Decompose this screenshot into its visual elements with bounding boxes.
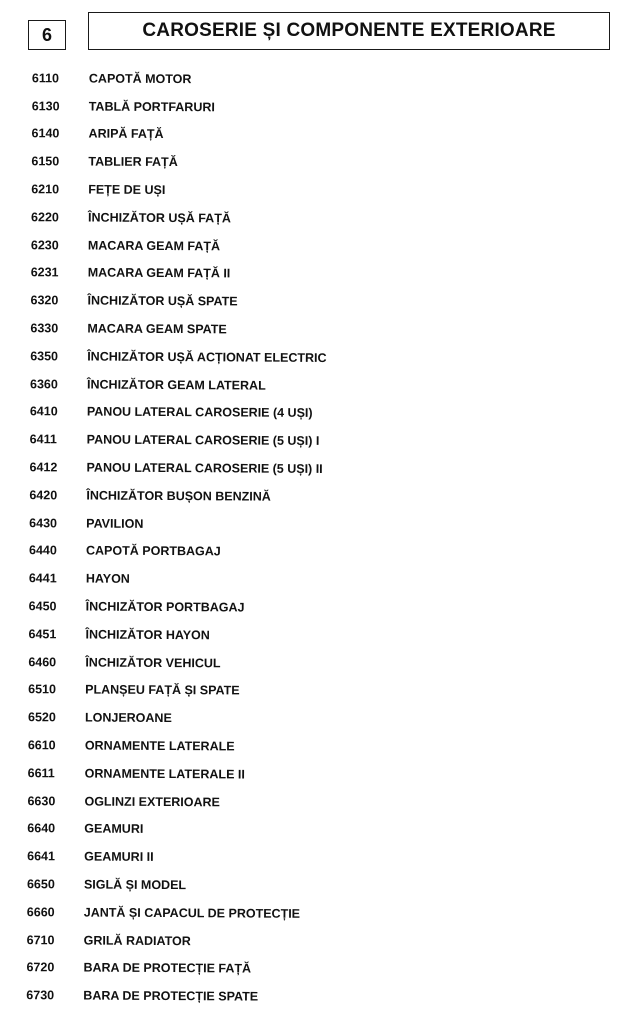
page-title: CAROSERIE ȘI COMPONENTE EXTERIOARE <box>88 12 610 50</box>
list-item[interactable] <box>0 537 622 569</box>
list-item[interactable] <box>0 120 625 152</box>
item-label: ÎNCHIZĂTOR PORTBAGAJ <box>85 599 245 615</box>
item-label: LONJEROANE <box>84 710 172 726</box>
item-code: 6150 <box>31 154 60 169</box>
item-code: 6412 <box>29 460 58 475</box>
item-label: BARA DE PROTECȚIE SPATE <box>83 988 259 1004</box>
item-label: MACARA GEAM SPATE <box>87 321 227 337</box>
item-code: 6230 <box>30 237 59 253</box>
item-label: MACARA GEAM FAȚĂ <box>87 238 221 254</box>
item-code: 6330 <box>30 321 59 336</box>
item-code: 6450 <box>28 599 57 614</box>
list-item[interactable] <box>0 898 620 930</box>
list-item[interactable] <box>0 64 625 96</box>
list-item[interactable] <box>0 481 622 513</box>
item-label: BARA DE PROTECȚIE FAȚĂ <box>83 960 252 976</box>
item-code: 6710 <box>26 932 55 947</box>
item-code: 6510 <box>28 682 57 697</box>
item-code: 6320 <box>30 293 59 308</box>
item-label: ARIPĂ FAȚĂ <box>88 127 164 142</box>
item-code: 6130 <box>31 98 60 114</box>
item-label: SIGLĂ ȘI MODEL <box>83 877 187 893</box>
page-header <box>24 12 610 50</box>
list-item[interactable] <box>0 147 624 179</box>
item-code: 6110 <box>31 71 60 86</box>
item-code: 6210 <box>31 182 60 197</box>
list-item[interactable] <box>0 398 623 430</box>
item-code: 6641 <box>27 849 56 864</box>
item-code: 6720 <box>26 960 55 975</box>
item-label: MACARA GEAM FAȚĂ II <box>87 266 231 281</box>
item-code: 6730 <box>26 988 55 1003</box>
item-label: PANOU LATERAL CAROSERIE (5 UȘI) II <box>86 460 323 477</box>
component-list <box>0 64 625 1013</box>
item-code: 6360 <box>30 376 58 392</box>
list-item[interactable] <box>0 425 623 457</box>
item-label: ÎNCHIZĂTOR BUȘON BENZINĂ <box>86 488 271 504</box>
list-item[interactable] <box>0 787 621 819</box>
item-label: GRILĂ RADIATOR <box>83 933 191 948</box>
list-item[interactable] <box>0 453 623 485</box>
item-code: 6420 <box>29 488 58 503</box>
list-item[interactable] <box>0 815 620 847</box>
list-item[interactable] <box>0 370 623 402</box>
item-label: CAPOTĂ MOTOR <box>88 71 192 87</box>
item-label: GEAMURI II <box>84 849 154 865</box>
item-code: 6430 <box>29 515 58 530</box>
item-label: HAYON <box>85 571 130 587</box>
item-code: 6610 <box>27 738 56 753</box>
list-item[interactable] <box>0 564 622 596</box>
list-item[interactable] <box>0 259 624 291</box>
item-code: 6220 <box>31 210 59 225</box>
item-code: 6630 <box>27 793 56 808</box>
item-label: PANOU LATERAL CAROSERIE (5 UȘI) I <box>86 432 320 449</box>
chapter-number: 6 <box>28 20 66 50</box>
item-label: PLANȘEU FAȚĂ ȘI SPATE <box>85 682 240 698</box>
list-item[interactable] <box>0 592 622 624</box>
item-label: ORNAMENTE LATERALE <box>84 738 235 754</box>
item-code: 6440 <box>28 543 57 558</box>
item-label: GEAMURI <box>84 821 144 837</box>
item-label: PAVILION <box>86 516 144 531</box>
list-item[interactable] <box>0 203 624 235</box>
item-label: ORNAMENTE LATERALE II <box>84 766 245 782</box>
item-code: 6231 <box>30 265 59 280</box>
item-label: TABLĂ PORTFARURI <box>88 99 215 115</box>
item-label: TABLIER FAȚĂ <box>88 154 178 170</box>
list-item[interactable] <box>0 676 621 708</box>
item-label: ÎNCHIZĂTOR HAYON <box>85 627 210 643</box>
item-code: 6411 <box>29 432 57 447</box>
item-label: ÎNCHIZĂTOR VEHICUL <box>85 655 221 670</box>
list-item[interactable] <box>0 870 620 902</box>
list-item[interactable] <box>0 981 619 1013</box>
item-code: 6611 <box>27 765 55 781</box>
item-code: 6451 <box>28 627 57 642</box>
item-label: OGLINZI EXTERIOARE <box>84 794 220 809</box>
item-label: PANOU LATERAL CAROSERIE (4 UȘI) <box>86 404 313 421</box>
item-code: 6441 <box>28 571 57 586</box>
item-code: 6140 <box>31 126 60 141</box>
list-item[interactable] <box>0 509 622 541</box>
item-label: JANTĂ ȘI CAPACUL DE PROTECȚIE <box>83 905 301 921</box>
item-code: 6410 <box>29 404 58 419</box>
item-code: 6660 <box>26 904 55 920</box>
item-code: 6520 <box>27 710 56 725</box>
item-code: 6350 <box>30 349 59 364</box>
list-item[interactable] <box>0 175 624 207</box>
item-code: 6640 <box>27 821 56 836</box>
list-item[interactable] <box>0 648 621 680</box>
list-item[interactable] <box>0 342 623 374</box>
list-item[interactable] <box>0 953 620 985</box>
item-code: 6460 <box>28 654 57 669</box>
list-item[interactable] <box>0 286 624 318</box>
item-label: ÎNCHIZĂTOR UȘĂ ACȚIONAT ELECTRIC <box>87 349 327 365</box>
list-item[interactable] <box>0 731 621 763</box>
item-label: CAPOTĂ PORTBAGAJ <box>85 543 221 559</box>
item-label: ÎNCHIZĂTOR GEAM LATERAL <box>87 377 266 393</box>
item-label: ÎNCHIZĂTOR UȘĂ SPATE <box>87 293 238 309</box>
list-item[interactable] <box>0 703 621 735</box>
item-label: ÎNCHIZĂTOR UȘĂ FAȚĂ <box>88 210 231 226</box>
list-item[interactable] <box>0 620 622 652</box>
list-item[interactable] <box>0 926 620 958</box>
list-item[interactable] <box>0 759 621 791</box>
list-item[interactable] <box>0 231 624 263</box>
item-label: FEȚE DE UȘI <box>88 182 166 198</box>
list-item[interactable] <box>0 314 623 346</box>
list-item[interactable] <box>0 92 625 124</box>
item-code: 6650 <box>26 877 55 892</box>
list-item[interactable] <box>0 842 620 874</box>
